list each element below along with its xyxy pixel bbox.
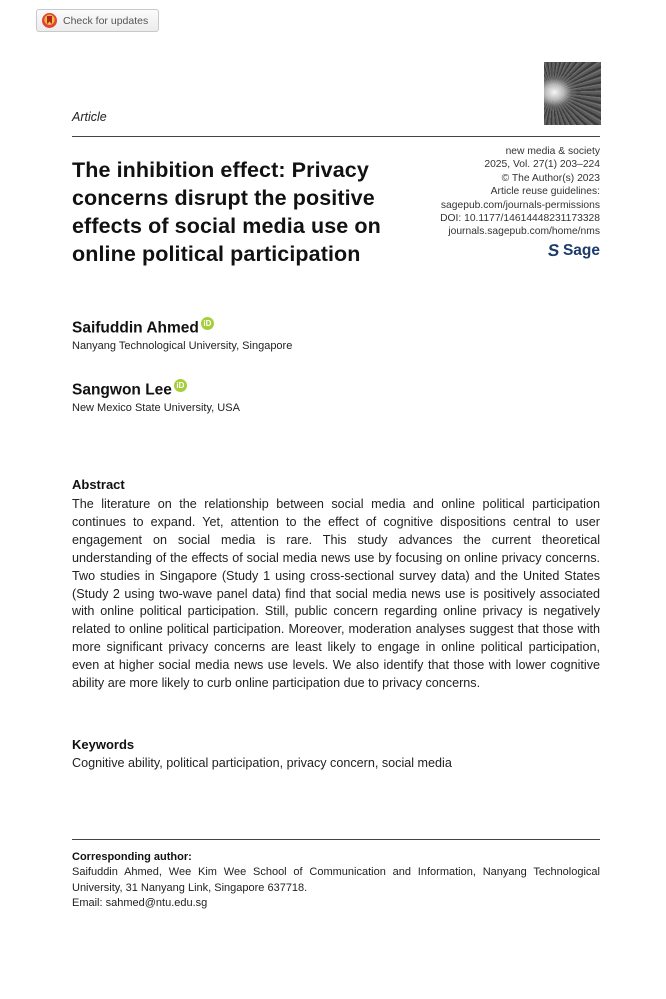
author-block-2 [72,379,512,414]
orcid-icon[interactable]: iD [201,317,214,330]
copyright-line: © The Author(s) 2023 [501,172,600,184]
corresponding-author-heading: Corresponding author: [72,851,192,863]
keywords-section [72,737,600,770]
journal-volume: 2025, Vol. 27(1) 203–224 [484,159,600,171]
check-for-updates-button[interactable] [36,9,159,32]
check-for-updates-label: Check for updates [63,14,149,27]
abstract-heading: Abstract [72,477,125,492]
corresponding-author-email[interactable]: Email: sahmed@ntu.edu.sg [72,897,208,909]
crossmark-icon [42,13,57,28]
corresponding-author-address: Saifuddin Ahmed, Wee Kim Wee School of Communication and Information, Nanyang Technological University, 31 Nanyang Link, Singapore 637718. [72,866,600,894]
author-name: Saifuddin Ahmed [72,319,199,337]
article-title: The inhibition effect: Privacy concerns disrupt the positive effects of social media use on online political participation [72,158,381,266]
author-affiliation: Nanyang Technological University, Singapore [72,340,293,353]
doi-link[interactable]: DOI: 10.1177/14614448231173328 [440,213,600,225]
sage-wordmark: Sage [562,241,600,259]
header-divider [72,136,600,137]
sage-publisher-logo[interactable] [350,242,600,259]
abstract-text: The literature on the relationship between social media and online political participation continues to expand. Yet, attention to the effect of cognitive dispositions central to user engagement on social media is rare. This study advances the current theoretical understanding of the effects of social media news use by focusing on online privacy concerns. Two studies in Singapore (Study 1 using cross-sectional survey data) and the United States (Study 2 using two-wave panel data) find that social media news use is positively associated with online political participation. Still, public concern regarding online privacy is negatively related to online political participation. Moreover, moderation analyses suggest that those with more significant privacy concerns are least likely to engage in online political participation, even at higher social media news use levels. We also identify that those with lower cognitive ability are more likely to curb online participation due to privacy concerns. [72,497,600,691]
reuse-guidelines-label: Article reuse guidelines: [490,186,600,198]
article-type-label: Article [72,110,107,124]
footer-divider [72,839,600,840]
corresponding-author-section [72,851,600,912]
abstract-section [72,477,600,693]
journal-name: new media & society [505,146,600,157]
journal-cover-thumbnail [544,62,601,125]
keywords-text: Cognitive ability, political participation, privacy concern, social media [72,756,452,770]
author-block-1 [72,317,512,352]
keywords-heading: Keywords [72,737,135,752]
author-name: Sangwon Lee [72,381,172,399]
journal-home-link[interactable]: journals.sagepub.com/home/nms [448,226,600,238]
sage-s-icon: S [546,240,560,260]
citation-block [350,145,600,259]
author-affiliation: New Mexico State University, USA [72,402,240,415]
permissions-link[interactable]: sagepub.com/journals-permissions [440,199,600,211]
orcid-icon[interactable]: iD [174,379,187,392]
